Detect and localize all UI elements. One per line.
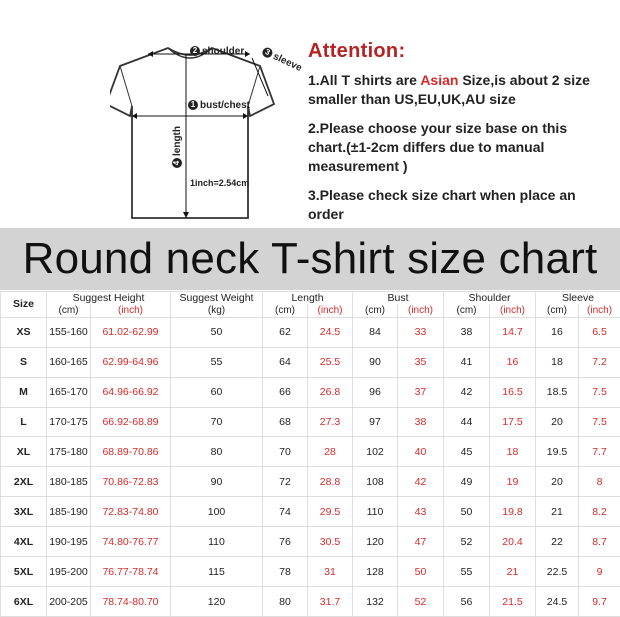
height-inch-cell: 61.02-62.99: [91, 317, 171, 347]
sleeve-cm-cell: 19.5: [536, 437, 579, 467]
sleeve-inch-cell: 7.5: [579, 377, 620, 407]
unit-cm: (cm): [263, 304, 308, 317]
height-cm-cell: 160-165: [47, 347, 91, 377]
length-cm-cell: 64: [263, 347, 308, 377]
header-weight: Suggest Weight: [171, 292, 263, 305]
bust-cm-cell: 97: [353, 407, 398, 437]
bust-cm-cell: 120: [353, 527, 398, 557]
sleeve-cm-cell: 16: [536, 317, 579, 347]
header-length: Length: [263, 292, 353, 305]
header-bust: Bust: [353, 292, 444, 305]
height-inch-cell: 66.92-68.89: [91, 407, 171, 437]
sleeve-inch-cell: 6.5: [579, 317, 620, 347]
sleeve-inch-cell: 8.2: [579, 497, 620, 527]
header-height: Suggest Height: [47, 292, 171, 305]
chart-title: Round neck T-shirt size chart: [22, 234, 598, 283]
height-inch-cell: 76.77-78.74: [91, 557, 171, 587]
unit-inch: (inch): [308, 304, 353, 317]
height-cm-cell: 180-185: [47, 467, 91, 497]
weight-cell: 55: [171, 347, 263, 377]
length-cm-cell: 68: [263, 407, 308, 437]
bust-cm-cell: 96: [353, 377, 398, 407]
sleeve-inch-cell: 9.7: [579, 587, 620, 617]
inch-conversion-note: 1inch=2.54cm: [190, 178, 250, 188]
height-inch-cell: 70.86-72.83: [91, 467, 171, 497]
table-row: [1, 317, 620, 347]
height-inch-cell: 62.99-64.96: [91, 347, 171, 377]
length-cm-cell: 74: [263, 497, 308, 527]
bust-inch-cell: 52: [398, 587, 444, 617]
unit-cm: (cm): [353, 304, 398, 317]
length-inch-cell: 28.8: [308, 467, 353, 497]
length-inch-cell: 30.5: [308, 527, 353, 557]
weight-cell: 90: [171, 467, 263, 497]
number-badge: 4: [172, 158, 182, 168]
unit-inch: (inch): [91, 304, 171, 317]
sleeve-cm-cell: 21: [536, 497, 579, 527]
weight-cell: 115: [171, 557, 263, 587]
header-shoulder: Shoulder: [444, 292, 536, 305]
bust-cm-cell: 132: [353, 587, 398, 617]
shoulder-inch-cell: 20.4: [490, 527, 536, 557]
height-inch-cell: 72.83-74.80: [91, 497, 171, 527]
table-row: [1, 557, 620, 587]
shoulder-inch-cell: 16.5: [490, 377, 536, 407]
bust-inch-cell: 43: [398, 497, 444, 527]
weight-cell: 60: [171, 377, 263, 407]
length-inch-cell: 26.8: [308, 377, 353, 407]
table-row: [1, 407, 620, 437]
size-cell: L: [1, 407, 47, 437]
size-cell: S: [1, 347, 47, 377]
shoulder-inch-cell: 19: [490, 467, 536, 497]
height-cm-cell: 200-205: [47, 587, 91, 617]
bust-cm-cell: 90: [353, 347, 398, 377]
bust-cm-cell: 110: [353, 497, 398, 527]
unit-cm: (cm): [47, 304, 91, 317]
bust-inch-cell: 38: [398, 407, 444, 437]
note-2: 2.Please choose your size base on this chart.(±1-2cm differs due to manual measurement ): [308, 120, 568, 174]
header-row: [1, 292, 620, 305]
height-cm-cell: 190-195: [47, 527, 91, 557]
sleeve-cm-cell: 20: [536, 467, 579, 497]
shoulder-cm-cell: 55: [444, 557, 490, 587]
sleeve-label: 3sleeve: [260, 46, 303, 74]
length-cm-cell: 66: [263, 377, 308, 407]
height-inch-cell: 68.89-70.86: [91, 437, 171, 467]
top-section: [0, 0, 620, 228]
attention-title: Attention:: [308, 40, 406, 62]
length-inch-cell: 24.5: [308, 317, 353, 347]
shoulder-inch-cell: 18: [490, 437, 536, 467]
sleeve-cm-cell: 18.5: [536, 377, 579, 407]
length-inch-cell: 27.3: [308, 407, 353, 437]
height-inch-cell: 78.74-80.70: [91, 587, 171, 617]
size-cell: XS: [1, 317, 47, 347]
asian-highlight: Asian: [420, 72, 459, 88]
shoulder-cm-cell: 42: [444, 377, 490, 407]
unit-inch: (inch): [579, 304, 620, 317]
shoulder-inch-cell: 16: [490, 347, 536, 377]
length-cm-cell: 78: [263, 557, 308, 587]
shoulder-inch-cell: 21: [490, 557, 536, 587]
bust-cm-cell: 84: [353, 317, 398, 347]
bust-inch-cell: 50: [398, 557, 444, 587]
size-cell: M: [1, 377, 47, 407]
chart-title-banner: [0, 228, 620, 290]
size-cell: 5XL: [1, 557, 47, 587]
length-label: 4length: [172, 126, 183, 168]
shoulder-inch-cell: 19.8: [490, 497, 536, 527]
length-cm-cell: 62: [263, 317, 308, 347]
unit-kg: (kg): [171, 304, 263, 317]
height-cm-cell: 185-190: [47, 497, 91, 527]
length-cm-cell: 70: [263, 437, 308, 467]
weight-cell: 80: [171, 437, 263, 467]
header-size: Size: [1, 292, 47, 318]
height-cm-cell: 165-170: [47, 377, 91, 407]
height-cm-cell: 155-160: [47, 317, 91, 347]
shoulder-inch-cell: 14.7: [490, 317, 536, 347]
shoulder-cm-cell: 44: [444, 407, 490, 437]
length-inch-cell: 31.7: [308, 587, 353, 617]
bust-inch-cell: 33: [398, 317, 444, 347]
length-inch-cell: 31: [308, 557, 353, 587]
height-cm-cell: 170-175: [47, 407, 91, 437]
unit-row: [1, 304, 620, 317]
sleeve-inch-cell: 8.7: [579, 527, 620, 557]
table-row: [1, 467, 620, 497]
shoulder-inch-cell: 17.5: [490, 407, 536, 437]
number-badge: 1: [188, 100, 198, 110]
shoulder-cm-cell: 38: [444, 317, 490, 347]
weight-cell: 120: [171, 587, 263, 617]
bust-cm-cell: 102: [353, 437, 398, 467]
note-3: 3.Please check size chart when place an order: [308, 187, 576, 222]
sleeve-cm-cell: 22: [536, 527, 579, 557]
shoulder-cm-cell: 52: [444, 527, 490, 557]
sleeve-inch-cell: 7.2: [579, 347, 620, 377]
shoulder-label: 2 shoulder: [190, 46, 244, 57]
table-row: [1, 437, 620, 467]
sleeve-cm-cell: 18: [536, 347, 579, 377]
bust-inch-cell: 42: [398, 467, 444, 497]
note-1: 1.All T shirts are Asian Size,is about 2 size smaller than US,EU,UK,AU size: [308, 72, 590, 107]
table-row: [1, 347, 620, 377]
size-cell: 6XL: [1, 587, 47, 617]
shoulder-cm-cell: 56: [444, 587, 490, 617]
height-inch-cell: 64.96-66.92: [91, 377, 171, 407]
length-inch-cell: 25.5: [308, 347, 353, 377]
size-cell: 4XL: [1, 527, 47, 557]
size-cell: 2XL: [1, 467, 47, 497]
bust-inch-cell: 35: [398, 347, 444, 377]
shoulder-cm-cell: 45: [444, 437, 490, 467]
sleeve-inch-cell: 8: [579, 467, 620, 497]
unit-cm: (cm): [536, 304, 579, 317]
weight-cell: 100: [171, 497, 263, 527]
unit-inch: (inch): [398, 304, 444, 317]
sleeve-inch-cell: 7.5: [579, 407, 620, 437]
sleeve-inch-cell: 9: [579, 557, 620, 587]
sleeve-cm-cell: 24.5: [536, 587, 579, 617]
size-cell: XL: [1, 437, 47, 467]
shoulder-cm-cell: 50: [444, 497, 490, 527]
length-cm-cell: 80: [263, 587, 308, 617]
weight-cell: 50: [171, 317, 263, 347]
table-row: [1, 587, 620, 617]
size-cell: 3XL: [1, 497, 47, 527]
size-chart-table: [0, 291, 620, 617]
bust-inch-cell: 40: [398, 437, 444, 467]
table-row: [1, 377, 620, 407]
height-inch-cell: 74.80-76.77: [91, 527, 171, 557]
weight-cell: 70: [171, 407, 263, 437]
bust-label: 1 bust/chest: [188, 100, 250, 111]
length-cm-cell: 76: [263, 527, 308, 557]
attention-notes: [308, 40, 608, 234]
length-inch-cell: 29.5: [308, 497, 353, 527]
weight-cell: 110: [171, 527, 263, 557]
bust-inch-cell: 37: [398, 377, 444, 407]
unit-cm: (cm): [444, 304, 490, 317]
number-badge: 2: [190, 46, 200, 56]
shoulder-cm-cell: 41: [444, 347, 490, 377]
shoulder-cm-cell: 49: [444, 467, 490, 497]
length-cm-cell: 72: [263, 467, 308, 497]
height-cm-cell: 175-180: [47, 437, 91, 467]
unit-inch: (inch): [490, 304, 536, 317]
shoulder-inch-cell: 21.5: [490, 587, 536, 617]
bust-cm-cell: 108: [353, 467, 398, 497]
sleeve-cm-cell: 20: [536, 407, 579, 437]
table-row: [1, 527, 620, 557]
bust-cm-cell: 128: [353, 557, 398, 587]
tshirt-diagram-icon: [110, 40, 295, 225]
length-inch-cell: 28: [308, 437, 353, 467]
table-row: [1, 497, 620, 527]
bust-inch-cell: 47: [398, 527, 444, 557]
sleeve-inch-cell: 7.7: [579, 437, 620, 467]
number-badge: 3: [261, 46, 274, 59]
header-sleeve: Sleeve: [536, 292, 620, 305]
sleeve-cm-cell: 22.5: [536, 557, 579, 587]
height-cm-cell: 195-200: [47, 557, 91, 587]
